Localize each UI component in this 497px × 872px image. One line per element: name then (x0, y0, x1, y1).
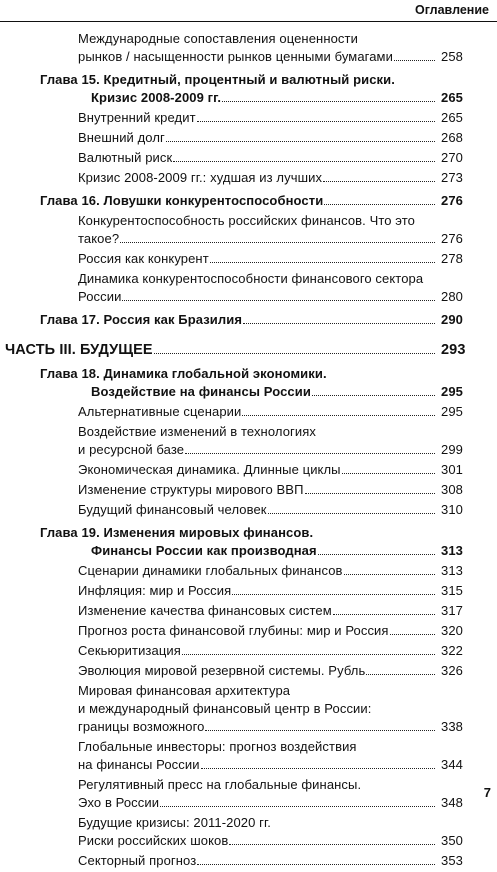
toc-entry-title: Россия как конкурент (78, 251, 209, 266)
toc-page-number: 276 (441, 193, 463, 208)
toc-page-number: 295 (441, 384, 463, 399)
toc-entry-title: Воздействие на финансы России (91, 384, 311, 399)
toc-entry-section[interactable] (78, 129, 463, 147)
toc-entry-title: Конкурентоспособность российских финансов. Что это (78, 213, 415, 228)
toc-entry-chapter[interactable] (40, 71, 463, 107)
toc-entry-title: Глава 19. Изменения мировых финансов. (40, 525, 314, 540)
toc-page-number: 265 (441, 90, 463, 105)
toc-page-number: 276 (441, 231, 463, 246)
toc-page-number: 299 (441, 442, 463, 457)
toc-entry-section[interactable] (78, 250, 463, 268)
dot-leader (122, 299, 435, 301)
toc-entry-title: Экономическая динамика. Длинные циклы (78, 462, 341, 477)
toc-entry-title: Глобальные инвесторы: прогноз воздействия (78, 739, 357, 754)
toc-entry-title: и ресурсной базе (78, 442, 185, 457)
dot-leader (394, 59, 435, 61)
dot-leader (120, 241, 435, 243)
toc-entry-title: Сценарии динамики глобальных финансов (78, 563, 343, 578)
toc-entry-section[interactable] (78, 423, 463, 459)
toc-entry-title: Инфляция: мир и Россия (78, 583, 232, 598)
toc-page-number: 320 (441, 623, 463, 638)
dot-leader (268, 512, 435, 514)
dot-leader (323, 180, 435, 182)
toc-entry-title: Риски российских шоков (78, 833, 229, 848)
toc-page-number: 273 (441, 170, 463, 185)
dot-leader (243, 322, 435, 324)
toc-page-number: 268 (441, 130, 463, 145)
toc-page-number: 350 (441, 833, 463, 848)
toc-page-number: 301 (441, 462, 463, 477)
toc-entry-chapter[interactable] (40, 311, 463, 329)
toc-entry-section[interactable] (78, 212, 463, 248)
toc-page-number: 353 (441, 853, 463, 868)
toc-entry-title: Эхо в России (78, 795, 160, 810)
toc-page-number: 258 (441, 49, 463, 64)
toc-page-number: 322 (441, 643, 463, 658)
toc-entry-title: Глава 18. Динамика глобальной экономики. (40, 366, 327, 381)
table-of-contents (0, 30, 497, 872)
toc-entry-section[interactable] (78, 814, 463, 850)
toc-entry-section[interactable] (78, 149, 463, 167)
toc-page-number: 348 (441, 795, 463, 810)
toc-entry-title: ЧАСТЬ III. БУДУЩЕЕ (5, 342, 153, 358)
toc-page-number: 344 (441, 757, 463, 772)
dot-leader (201, 767, 435, 769)
toc-entry-section[interactable] (78, 30, 463, 66)
toc-entry-section[interactable] (78, 738, 463, 774)
toc-entry-title: Международные сопоставления оцененности (78, 31, 358, 46)
toc-entry-title: Кризис 2008-2009 гг.: худшая из лучших (78, 170, 323, 185)
dot-leader (160, 805, 435, 807)
dot-leader (390, 633, 435, 635)
toc-entry-section[interactable] (78, 682, 463, 736)
toc-entry-section[interactable] (78, 403, 463, 421)
dot-leader (197, 120, 435, 122)
toc-page-number: 308 (441, 482, 463, 497)
dot-leader (173, 160, 435, 162)
toc-entry-section[interactable] (78, 642, 463, 660)
toc-entry-title: Регулятивный пресс на глобальные финансы. (78, 777, 362, 792)
dot-leader (185, 452, 435, 454)
toc-entry-title: Динамика конкурентоспособности финансового сектора (78, 271, 424, 286)
toc-entry-title: Изменение качества финансовых систем (78, 603, 332, 618)
toc-page-number: 295 (441, 404, 463, 419)
toc-page-number: 280 (441, 289, 463, 304)
toc-entry-title: Финансы России как производная (91, 543, 317, 558)
toc-entry-title: Секторный прогноз (78, 853, 197, 868)
dot-leader (312, 394, 435, 396)
toc-entry-section[interactable] (78, 481, 463, 499)
toc-entry-title: Будущие кризисы: 2011-2020 гг. (78, 815, 271, 830)
toc-entry-title: Глава 17. Россия как Бразилия (40, 312, 243, 327)
toc-entry-title: границы возможного (78, 719, 205, 734)
toc-page-number: 278 (441, 251, 463, 266)
toc-page-number: 313 (441, 543, 463, 558)
toc-entry-title: рынков / насыщенности рынков ценными бумагами (78, 49, 393, 64)
toc-entry-section[interactable] (78, 501, 463, 519)
toc-entry-title: и международный финансовый центр в России: (78, 701, 372, 716)
toc-entry-section[interactable] (78, 169, 463, 187)
toc-entry-section[interactable] (78, 562, 463, 580)
toc-entry-title: такое? (78, 231, 120, 246)
toc-entry-title: Внутренний кредит (78, 110, 196, 125)
dot-leader (366, 673, 435, 675)
header-rule (0, 21, 497, 22)
running-title: Оглавление (415, 3, 489, 17)
toc-entry-title: Глава 15. Кредитный, процентный и валютный риски. (40, 72, 395, 87)
dot-leader (182, 653, 435, 655)
toc-entry-title: на финансы России (78, 757, 200, 772)
toc-entry-section[interactable] (78, 602, 463, 620)
toc-entry-section[interactable] (78, 582, 463, 600)
toc-entry-section[interactable] (78, 852, 463, 870)
toc-entry-title: России (78, 289, 122, 304)
toc-page-number: 265 (441, 110, 463, 125)
toc-entry-title: Мировая финансовая архитектура (78, 683, 291, 698)
dot-leader (333, 613, 435, 615)
toc-entry-title: Прогноз роста финансовой глубины: мир и Россия (78, 623, 389, 638)
dot-leader (222, 100, 435, 102)
toc-entry-title: Кризис 2008-2009 гг. (91, 90, 222, 105)
toc-page-number: 313 (441, 563, 463, 578)
toc-entry-chapter[interactable] (40, 192, 463, 210)
toc-page-number: 326 (441, 663, 463, 678)
toc-page-number: 293 (441, 342, 466, 358)
toc-entry-title: Будущий финансовый человек (78, 502, 267, 517)
dot-leader (232, 593, 435, 595)
toc-entry-title: Внешний долг (78, 130, 165, 145)
dot-leader (324, 203, 435, 205)
toc-entry-title: Альтернативные сценарии (78, 404, 242, 419)
toc-page-number: 338 (441, 719, 463, 734)
toc-page-number: 270 (441, 150, 463, 165)
toc-entry-chapter[interactable] (40, 365, 463, 401)
toc-page-number: 317 (441, 603, 463, 618)
toc-page-number: 290 (441, 312, 463, 327)
toc-entry-section[interactable] (78, 270, 463, 306)
dot-leader (166, 140, 435, 142)
dot-leader (197, 863, 435, 865)
dot-leader (229, 843, 435, 845)
page-number: 7 (483, 785, 491, 800)
toc-page-number: 310 (441, 502, 463, 517)
dot-leader (242, 414, 435, 416)
toc-entry-chapter[interactable] (40, 524, 463, 560)
dot-leader (318, 553, 435, 555)
toc-entry-title: Валютный риск (78, 150, 173, 165)
toc-entry-section[interactable] (78, 662, 463, 680)
toc-entry-section[interactable] (78, 622, 463, 640)
toc-entry-title: Секьюритизация (78, 643, 181, 658)
dot-leader (342, 472, 435, 474)
dot-leader (305, 492, 435, 494)
dot-leader (210, 261, 435, 263)
toc-entry-title: Изменение структуры мирового ВВП (78, 482, 304, 497)
toc-entry-section[interactable] (78, 776, 463, 812)
toc-page-number: 315 (441, 583, 463, 598)
dot-leader (205, 729, 435, 731)
toc-entry-section[interactable] (78, 109, 463, 127)
toc-entry-part[interactable] (5, 340, 466, 360)
toc-entry-title: Воздействие изменений в технологиях (78, 424, 316, 439)
dot-leader (154, 352, 435, 354)
dot-leader (344, 573, 435, 575)
toc-entry-title: Эволюция мировой резервной системы. Рубль (78, 663, 366, 678)
toc-entry-title: Глава 16. Ловушки конкурентоспособности (40, 193, 324, 208)
toc-entry-section[interactable] (78, 461, 463, 479)
